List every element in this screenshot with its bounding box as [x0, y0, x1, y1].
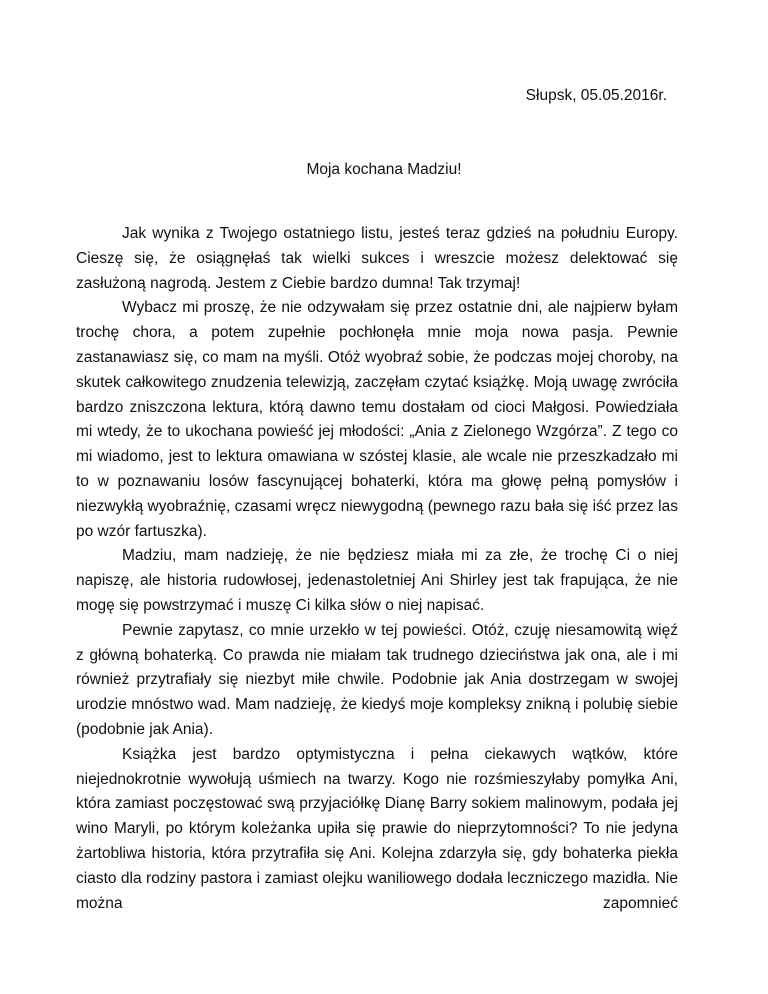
- paragraph: Madziu, mam nadzieję, że nie będziesz miała mi za złe, że trochę Ci o niej napiszę, ale historia rudowłosej, jedenastoletniej Ani Shirley jest tak frapująca, że nie mogę się powstrzymać i muszę Ci kilka słów o niej napisać.: [76, 547, 678, 614]
- greeting: Moja kochana Madziu!: [306, 161, 462, 178]
- paragraph: Wybacz mi proszę, że nie odzywałam się przez ostatnie dni, ale najpierw byłam trochę chora, a potem zupełnie pochłonęła mnie moja nowa pasja. Pewnie zastanawiasz się, co mam na myśli. Otóż wyobraź sobie, że podczas mojej choroby, na skutek całkowitego znudzenia telewizją, zaczęłam czytać książkę. Moją uwagę zwróciła bardzo zniszczona lektura, którą dawno temu dostałam od cioci Małgosi. Powiedziała mi wtedy, że to ukochana powieść jej młodości: „Ania z Zielonego Wzgórza”. Z tego co mi wiadomo, jest to lektura omawiana w szóstej klasie, ale wcale nie przeszkadzało mi to w poznawaniu losów fascynującej bohaterki, która ma głowę pełną pomysłów i niezwykłą wyobraźnię, czasami wręcz niewygodną (pewnego razu bała się iść przez las po wzór fartuszka).: [76, 299, 678, 540]
- paragraph: Książka jest bardzo optymistyczna i pełna ciekawych wątków, które niejednokrotnie wywołują uśmiech na twarzy. Kogo nie rozśmieszyłaby pomyłka Ani, która zamiast poczęstować swą przyjaciółkę Dianę Barry sokiem malinowym, podała jej wino Maryli, po którym koleżanka upiła się prawie do nieprzytomności? To nie jedyna żartobliwa historia, która przytrafiła się Ani. Kolejna zdarzyła się, gdy bohaterka piekła ciasto dla rodziny pastora i zamiast olejku waniliowego dodała leczniczego mazidła. Nie można zapomnieć: [76, 745, 678, 912]
- place-and-date: Słupsk, 05.05.2016r.: [525, 87, 667, 104]
- paragraph: Pewnie zapytasz, co mnie urzekło w tej powieści. Otóż, czuję niesamowitą więź z główną bohaterką. Co prawda nie miałam tak trudnego dzieciństwa jak ona, ale i mi również przytrafiały się niezbyt miłe chwile. Podobnie jak Ania dostrzegam w swojej urodzie mnóstwo wad. Mam nadzieję, że kiedyś moje kompleksy znikną i polubię siebie (podobnie jak Ania).: [76, 621, 678, 738]
- letter-body: [76, 222, 678, 916]
- paragraph: Jak wynika z Twojego ostatniego listu, jesteś teraz gdzieś na południu Europy. Cieszę się, że osiągnęłaś tak wielki sukces i wreszcie możesz delektować się zasłużoną nagrodą. Jestem z Ciebie bardzo dumna! Tak trzymaj!: [76, 225, 678, 292]
